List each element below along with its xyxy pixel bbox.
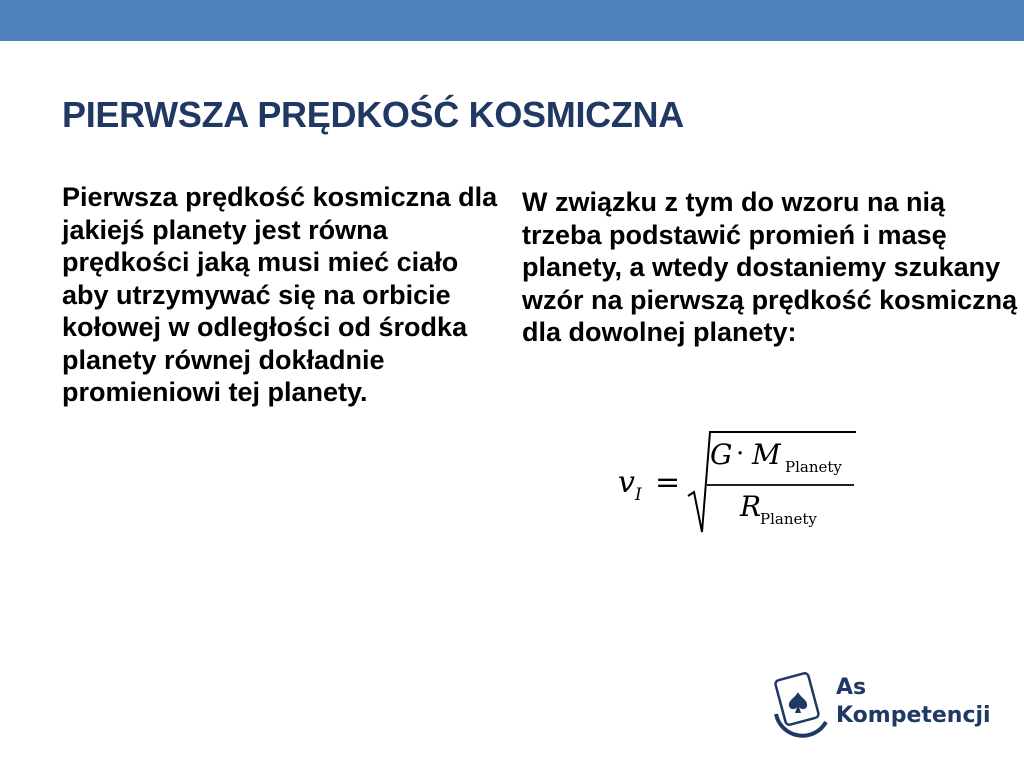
logo <box>766 670 1006 750</box>
right-column-text: W związku z tym do wzoru na nią trzeba podstawić promień i masę planety, a wtedy dostaniemy szukany wzór na pierwszą prędkość kosmiczną dla dowolnej planety: <box>522 187 1018 347</box>
spade-card-icon <box>768 670 832 744</box>
formula-dot: · <box>736 439 745 469</box>
logo-line-1: As <box>836 675 867 700</box>
top-accent-bar <box>0 0 1024 41</box>
velocity-formula <box>610 420 870 545</box>
logo-text <box>836 674 991 730</box>
formula-den-r: R <box>740 490 762 523</box>
formula-lhs-var: v <box>618 465 635 500</box>
formula-num-g: G <box>710 438 733 471</box>
formula-den-sub: Planety <box>760 510 817 528</box>
slide-title: PIERWSZA PRĘDKOŚĆ KOSMICZNA <box>62 94 684 135</box>
formula-lhs-sub: I <box>635 485 642 505</box>
formula-equals: = <box>655 465 681 500</box>
formula-num-m: M <box>752 438 781 471</box>
left-column-text: Pierwsza prędkość kosmiczna dla jakiejś planety jest równa prędkości jaką musi mieć ciało aby utrzymywać się na orbicie kołowej w odległości od środka planety równej dokładnie promieniowi tej planety. <box>62 182 498 407</box>
logo-line-2: Kompetencji <box>836 703 991 728</box>
formula-num-sub: Planety <box>785 458 842 476</box>
